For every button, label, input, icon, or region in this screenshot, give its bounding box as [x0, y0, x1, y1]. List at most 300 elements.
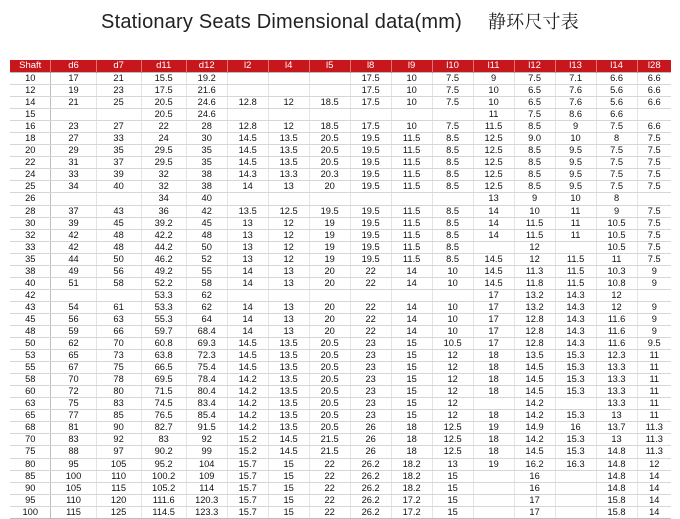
- table-cell: 23: [51, 121, 96, 133]
- column-header: d11: [141, 60, 186, 73]
- table-cell: 49.2: [141, 265, 186, 277]
- table-cell: 13: [227, 241, 268, 253]
- table-cell: 104: [186, 458, 227, 470]
- table-cell: 15: [268, 506, 309, 518]
- table-cell: 21.5: [309, 434, 350, 446]
- table-cell: 7.5: [637, 133, 671, 145]
- table-cell: 80: [96, 386, 141, 398]
- table-cell: 44.2: [141, 241, 186, 253]
- table-cell: [309, 193, 350, 205]
- table-cell: 8.5: [432, 181, 473, 193]
- table-cell: [391, 193, 432, 205]
- table-cell: 13.5: [268, 398, 309, 410]
- table-cell: 26.2: [350, 482, 391, 494]
- header-row: [10, 60, 671, 73]
- table-cell: 83: [51, 434, 96, 446]
- table-cell: 23: [350, 386, 391, 398]
- table-cell: 20.5: [309, 133, 350, 145]
- table-cell: 56: [51, 313, 96, 325]
- table-cell: 13.2: [514, 289, 555, 301]
- table-cell: 14: [227, 181, 268, 193]
- table-cell: 66: [96, 325, 141, 337]
- table-cell: 8.5: [432, 205, 473, 217]
- table-cell: 19.5: [309, 205, 350, 217]
- table-cell: [51, 289, 96, 301]
- shaft-cell: 90: [10, 482, 51, 494]
- title-chinese: 静环尺寸表: [487, 12, 579, 33]
- table-cell: 7.5: [596, 121, 637, 133]
- table-cell: 15.3: [555, 350, 596, 362]
- table-cell: 20.5: [309, 398, 350, 410]
- table-cell: 17: [51, 73, 96, 85]
- table-cell: 22: [309, 494, 350, 506]
- table-cell: 11.5: [555, 253, 596, 265]
- table-cell: 11: [555, 217, 596, 229]
- table-cell: 11: [637, 374, 671, 386]
- table-cell: 33: [96, 133, 141, 145]
- table-cell: 42: [51, 229, 96, 241]
- table-cell: 10: [473, 85, 514, 97]
- column-header: l9: [391, 60, 432, 73]
- table-cell: 69.5: [141, 374, 186, 386]
- table-cell: 62: [186, 301, 227, 313]
- shaft-cell: 10: [10, 73, 51, 85]
- table-cell: 28: [186, 121, 227, 133]
- table-cell: 15.7: [227, 494, 268, 506]
- table-cell: 14.2: [514, 410, 555, 422]
- table-cell: 16: [514, 482, 555, 494]
- table-cell: 10: [391, 121, 432, 133]
- table-cell: [555, 398, 596, 410]
- table-cell: 22: [309, 506, 350, 518]
- table-cell: 109: [186, 470, 227, 482]
- table-cell: 12: [432, 362, 473, 374]
- shaft-cell: 58: [10, 374, 51, 386]
- table-cell: 20.5: [309, 362, 350, 374]
- table-cell: 43: [96, 205, 141, 217]
- table-cell: [555, 494, 596, 506]
- table-cell: 90: [96, 422, 141, 434]
- shaft-cell: 63: [10, 398, 51, 410]
- table-cell: 80.4: [186, 386, 227, 398]
- table-cell: 14.2: [514, 398, 555, 410]
- table-row: [10, 265, 671, 277]
- table-cell: 42: [51, 241, 96, 253]
- table-cell: 11: [596, 253, 637, 265]
- table-cell: 10: [555, 193, 596, 205]
- table-cell: 19.5: [350, 241, 391, 253]
- table-cell: 54: [51, 301, 96, 313]
- table-cell: 105.2: [141, 482, 186, 494]
- table-cell: 9: [514, 193, 555, 205]
- table-cell: 39: [51, 217, 96, 229]
- table-cell: 10: [473, 97, 514, 109]
- table-cell: 11.8: [514, 277, 555, 289]
- table-cell: 14.3: [555, 289, 596, 301]
- table-cell: 15: [391, 410, 432, 422]
- table-cell: 29: [51, 145, 96, 157]
- table-cell: 23: [350, 338, 391, 350]
- table-cell: 12: [268, 217, 309, 229]
- table-cell: 14: [473, 205, 514, 217]
- table-cell: 20: [309, 277, 350, 289]
- table-row: [10, 109, 671, 121]
- table-cell: 48: [186, 229, 227, 241]
- table-cell: 20.5: [309, 338, 350, 350]
- table-cell: 10: [432, 313, 473, 325]
- table-cell: 115: [96, 482, 141, 494]
- table-cell: 9.5: [555, 181, 596, 193]
- table-cell: 15: [268, 482, 309, 494]
- column-header: l11: [473, 60, 514, 73]
- table-cell: 13.5: [268, 338, 309, 350]
- table-cell: 58: [96, 277, 141, 289]
- table-cell: 22: [309, 458, 350, 470]
- table-cell: 15.7: [227, 482, 268, 494]
- table-cell: 19: [473, 458, 514, 470]
- table-cell: 17: [473, 325, 514, 337]
- table-cell: 34: [51, 181, 96, 193]
- table-cell: 9.5: [555, 169, 596, 181]
- table-cell: 10.5: [432, 338, 473, 350]
- table-cell: 23: [350, 362, 391, 374]
- table-cell: 110: [51, 494, 96, 506]
- table-cell: 40: [96, 181, 141, 193]
- table-cell: 27: [51, 133, 96, 145]
- table-cell: 12.5: [432, 422, 473, 434]
- table-cell: 12.5: [432, 446, 473, 458]
- column-header: l28: [637, 60, 671, 73]
- table-cell: 23: [96, 85, 141, 97]
- table-cell: 10: [514, 205, 555, 217]
- table-cell: 12: [268, 97, 309, 109]
- table-cell: 8.5: [432, 157, 473, 169]
- table-cell: 12.5: [473, 169, 514, 181]
- table-row: [10, 181, 671, 193]
- table-cell: 12.5: [268, 205, 309, 217]
- table-cell: 14: [473, 229, 514, 241]
- table-cell: 39: [96, 169, 141, 181]
- table-cell: 10: [432, 265, 473, 277]
- table-cell: 44: [51, 253, 96, 265]
- table-cell: 14: [637, 470, 671, 482]
- table-cell: 9.5: [555, 157, 596, 169]
- table-cell: 7.5: [432, 85, 473, 97]
- table-cell: 20: [309, 181, 350, 193]
- table-cell: 35: [96, 145, 141, 157]
- table-cell: 29.5: [141, 157, 186, 169]
- table-cell: 13.7: [596, 422, 637, 434]
- table-cell: 17: [473, 301, 514, 313]
- table-cell: 6.6: [637, 85, 671, 97]
- table-cell: 8: [596, 193, 637, 205]
- table-cell: 12.5: [473, 157, 514, 169]
- table-row: [10, 229, 671, 241]
- table-cell: 7.5: [637, 157, 671, 169]
- table-cell: 11.5: [555, 277, 596, 289]
- table-cell: 56: [96, 265, 141, 277]
- table-cell: 83: [96, 398, 141, 410]
- table-cell: 17: [514, 494, 555, 506]
- shaft-cell: 55: [10, 362, 51, 374]
- table-cell: 9.5: [637, 338, 671, 350]
- table-cell: 11.6: [596, 338, 637, 350]
- table-cell: 38: [186, 181, 227, 193]
- table-header: [10, 60, 671, 73]
- table-cell: 26.2: [350, 494, 391, 506]
- table-cell: 14.8: [596, 482, 637, 494]
- table-cell: 35: [186, 157, 227, 169]
- table-cell: 13: [473, 193, 514, 205]
- shaft-cell: 45: [10, 313, 51, 325]
- table-cell: 78: [96, 374, 141, 386]
- table-cell: 15.5: [141, 73, 186, 85]
- table-cell: 14.8: [596, 470, 637, 482]
- table-cell: 20.5: [309, 374, 350, 386]
- table-cell: 20: [309, 313, 350, 325]
- table-cell: 11: [637, 398, 671, 410]
- table-row: [10, 121, 671, 133]
- table-cell: 64: [186, 313, 227, 325]
- table-cell: 11: [637, 362, 671, 374]
- table-cell: 46.2: [141, 253, 186, 265]
- table-cell: 15: [432, 470, 473, 482]
- table-row: [10, 506, 671, 518]
- table-cell: 15.2: [227, 446, 268, 458]
- table-cell: 105: [51, 482, 96, 494]
- table-cell: 72.3: [186, 350, 227, 362]
- table-cell: [309, 289, 350, 301]
- shaft-cell: 24: [10, 169, 51, 181]
- table-cell: 14.5: [473, 277, 514, 289]
- table-cell: 66.5: [141, 362, 186, 374]
- table-cell: 15.7: [227, 470, 268, 482]
- table-cell: 60.8: [141, 338, 186, 350]
- table-cell: 14.3: [555, 338, 596, 350]
- table-cell: 58: [186, 277, 227, 289]
- table-cell: 12: [432, 374, 473, 386]
- table-cell: 8.5: [432, 241, 473, 253]
- table-cell: 14.5: [514, 374, 555, 386]
- table-cell: 12: [637, 458, 671, 470]
- table-cell: 13.5: [514, 350, 555, 362]
- table-cell: 10: [555, 133, 596, 145]
- table-cell: 42: [186, 205, 227, 217]
- shaft-cell: 40: [10, 277, 51, 289]
- table-cell: 13.5: [268, 410, 309, 422]
- table-cell: 14.2: [227, 374, 268, 386]
- table-cell: 10: [391, 73, 432, 85]
- table-cell: 11.5: [391, 145, 432, 157]
- table-cell: [309, 109, 350, 121]
- table-cell: 9: [637, 301, 671, 313]
- table-cell: 23: [350, 410, 391, 422]
- table-cell: 16: [514, 470, 555, 482]
- table-cell: 20: [309, 325, 350, 337]
- table-cell: 7.5: [637, 229, 671, 241]
- table-cell: 11.5: [391, 205, 432, 217]
- table-cell: 11.5: [473, 121, 514, 133]
- table-cell: 23: [350, 350, 391, 362]
- table-cell: 7.5: [514, 109, 555, 121]
- table-cell: 15: [391, 374, 432, 386]
- table-cell: 13: [227, 229, 268, 241]
- table-row: [10, 277, 671, 289]
- table-cell: [555, 482, 596, 494]
- shaft-cell: 22: [10, 157, 51, 169]
- shaft-cell: 25: [10, 181, 51, 193]
- table-cell: [350, 193, 391, 205]
- table-cell: 15.8: [596, 494, 637, 506]
- column-header: d12: [186, 60, 227, 73]
- table-cell: 19.5: [350, 157, 391, 169]
- table-cell: [391, 289, 432, 301]
- table-cell: 12.8: [227, 121, 268, 133]
- shaft-cell: 60: [10, 386, 51, 398]
- table-cell: 24.6: [186, 97, 227, 109]
- table-cell: 12.8: [514, 313, 555, 325]
- table-cell: 97: [96, 446, 141, 458]
- table-cell: 10.5: [596, 241, 637, 253]
- column-header: d6: [51, 60, 96, 73]
- table-cell: 14: [227, 325, 268, 337]
- table-cell: 15.8: [596, 506, 637, 518]
- table-row: [10, 217, 671, 229]
- table-cell: 63: [96, 313, 141, 325]
- column-header: l10: [432, 60, 473, 73]
- table-cell: 12: [268, 253, 309, 265]
- table-cell: 13: [268, 181, 309, 193]
- table-row: [10, 410, 671, 422]
- shaft-cell: 100: [10, 506, 51, 518]
- table-cell: 99: [186, 446, 227, 458]
- column-header: l4: [268, 60, 309, 73]
- table-cell: 10: [432, 325, 473, 337]
- table-cell: 88: [51, 446, 96, 458]
- table-cell: 14: [637, 506, 671, 518]
- table-cell: 10.5: [596, 217, 637, 229]
- table-cell: 26.2: [350, 458, 391, 470]
- shaft-cell: 43: [10, 301, 51, 313]
- table-cell: [268, 85, 309, 97]
- table-row: [10, 398, 671, 410]
- table-cell: 5.6: [596, 85, 637, 97]
- table-cell: 13: [268, 325, 309, 337]
- table-cell: 7.5: [637, 217, 671, 229]
- table-cell: 20.5: [309, 410, 350, 422]
- table-cell: 13.3: [268, 169, 309, 181]
- table-cell: 6.6: [637, 121, 671, 133]
- table-cell: 83.4: [186, 398, 227, 410]
- table-cell: 39.2: [141, 217, 186, 229]
- table-cell: 17.2: [391, 506, 432, 518]
- table-cell: 8.5: [432, 253, 473, 265]
- table-cell: 70: [96, 338, 141, 350]
- table-cell: 11.5: [391, 181, 432, 193]
- table-cell: 15: [391, 338, 432, 350]
- table-row: [10, 338, 671, 350]
- table-cell: 77: [51, 410, 96, 422]
- table-cell: 26.2: [350, 506, 391, 518]
- table-cell: 13.3: [596, 398, 637, 410]
- table-cell: 17: [514, 506, 555, 518]
- table-cell: 20.5: [309, 145, 350, 157]
- table-cell: 12: [268, 121, 309, 133]
- table-cell: 125: [96, 506, 141, 518]
- table-cell: 11.5: [391, 217, 432, 229]
- table-cell: [309, 85, 350, 97]
- table-cell: 15: [268, 494, 309, 506]
- table-cell: 11.3: [637, 446, 671, 458]
- table-cell: 14.2: [514, 434, 555, 446]
- table-cell: [227, 193, 268, 205]
- table-cell: [473, 506, 514, 518]
- table-cell: 17: [473, 313, 514, 325]
- table-cell: 20.3: [309, 169, 350, 181]
- table-cell: 11: [637, 410, 671, 422]
- table-cell: 6.5: [514, 85, 555, 97]
- table-cell: 8.5: [514, 121, 555, 133]
- column-header: l12: [514, 60, 555, 73]
- table-cell: 15: [432, 506, 473, 518]
- table-cell: [309, 73, 350, 85]
- table-cell: 14.3: [555, 313, 596, 325]
- table-cell: 13.5: [268, 133, 309, 145]
- table-body: [10, 73, 671, 519]
- table-cell: 85: [96, 410, 141, 422]
- table-cell: 18: [473, 434, 514, 446]
- table-cell: 22: [350, 277, 391, 289]
- table-cell: 12: [596, 301, 637, 313]
- table-cell: 15: [391, 398, 432, 410]
- table-cell: 15: [268, 458, 309, 470]
- table-cell: 27: [96, 121, 141, 133]
- table-cell: 7.5: [596, 157, 637, 169]
- table-row: [10, 241, 671, 253]
- table-cell: 14: [227, 313, 268, 325]
- table-cell: 12: [514, 241, 555, 253]
- table-cell: 14: [391, 325, 432, 337]
- table-cell: 14: [473, 217, 514, 229]
- table-cell: 14.5: [473, 265, 514, 277]
- table-cell: 16.2: [514, 458, 555, 470]
- table-cell: 85.4: [186, 410, 227, 422]
- table-cell: 42.2: [141, 229, 186, 241]
- table-cell: 12.8: [514, 325, 555, 337]
- table-cell: 17.5: [350, 121, 391, 133]
- table-cell: 123.3: [186, 506, 227, 518]
- table-cell: 11.5: [555, 265, 596, 277]
- table-cell: 73: [96, 350, 141, 362]
- table-cell: 92: [96, 434, 141, 446]
- table-cell: 78.4: [186, 374, 227, 386]
- table-cell: [96, 289, 141, 301]
- table-cell: 11: [637, 350, 671, 362]
- table-cell: 20: [309, 265, 350, 277]
- table-cell: 13.5: [268, 350, 309, 362]
- table-cell: [637, 289, 671, 301]
- table-cell: 15.3: [555, 410, 596, 422]
- table-cell: 14: [227, 265, 268, 277]
- shaft-cell: 33: [10, 241, 51, 253]
- table-cell: 12.3: [596, 350, 637, 362]
- shaft-cell: 30: [10, 217, 51, 229]
- table-cell: [227, 73, 268, 85]
- table-cell: 14.5: [227, 362, 268, 374]
- table-cell: 7.5: [596, 169, 637, 181]
- table-cell: 13.2: [514, 301, 555, 313]
- table-cell: 7.5: [637, 169, 671, 181]
